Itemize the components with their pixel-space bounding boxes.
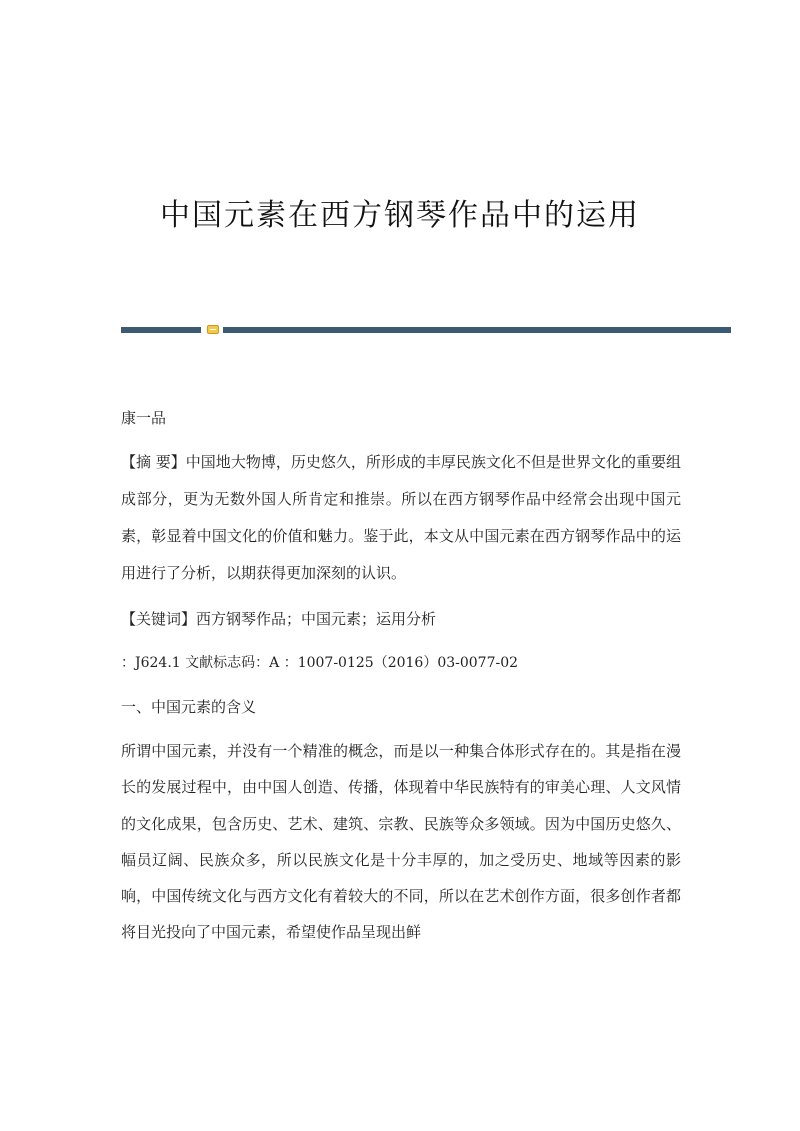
divider-bar-right	[223, 327, 731, 333]
title-divider	[121, 324, 731, 336]
paper-body	[121, 400, 681, 951]
paper-title: 中国元素在西方钢琴作品中的运用	[160, 198, 640, 233]
divider-ornament-icon	[207, 325, 219, 334]
section-heading: 一、中国元素的含义	[121, 698, 257, 716]
divider-bar-left	[121, 327, 201, 333]
body-paragraph: 所谓中国元素，并没有一个精准的概念，而是以一种集合体形式存在的。其是指在漫长的发展过程中，由中国人创造、传播，体现着中华民族特有的审美心理、人文风情的文化成果，包含历史、艺术、建筑、宗教、民族等众多领域。因为中国历史悠久、幅员辽阔、民族众多，所以民族文化是十分丰厚的，加之受历史、地域等因素的影响，中国传统文化与西方文化有着较大的不同，所以在艺术创作方面，很多创作者都将目光投向了中国元素，希望使作品呈现出鲜	[121, 742, 681, 942]
author-name: 康一品	[121, 409, 167, 427]
abstract-paragraph: 【摘 要】中国地大物博，历史悠久，所形成的丰厚民族文化不但是世界文化的重要组成部分，更为无数外国人所肯定和推崇。所以在西方钢琴作品中经常会出现中国元素，彰显着中国文化的价值和魅力。鉴于此，本文从中国元素在西方钢琴作品中的运用进行了分析，以期获得更加深刻的认识。	[121, 453, 681, 582]
classification-line: ：J624.1 文献标志码：A ：1007-0125（2016）03-0077-02	[121, 655, 519, 671]
keywords-line: 【关键词】西方钢琴作品；中国元素；运用分析	[121, 610, 437, 628]
